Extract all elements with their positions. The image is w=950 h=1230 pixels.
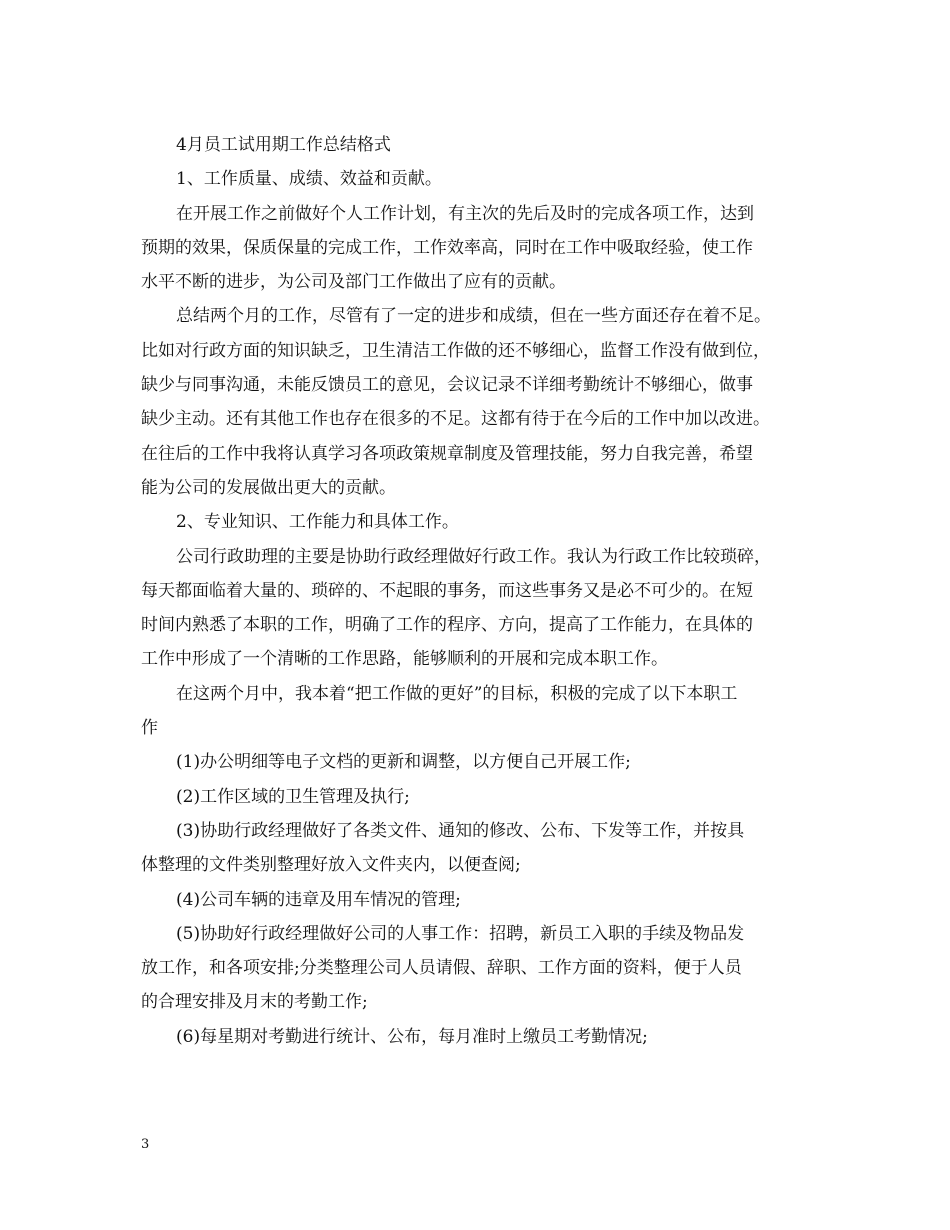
document-title: 4月员工试用期工作总结格式 xyxy=(176,135,391,155)
paragraph-line: 能为公司的发展做出更大的贡献。 xyxy=(141,477,396,498)
paragraph-line: 工作中形成了一个清晰的工作思路，能够顺利的开展和完成本职工作。 xyxy=(141,649,668,670)
list-item-5: (5)协助好行政经理做好公司的人事工作：招聘，新员工入职的手续及物品发 xyxy=(176,923,745,944)
list-item-2: (2)工作区域的卫生管理及执行; xyxy=(176,786,410,807)
paragraph-line: 在这两个月中，我本着“把工作做的更好”的目标，积极的完成了以下本职工 xyxy=(176,683,738,704)
section-heading-1: 1、工作质量、成绩、效益和贡献。 xyxy=(176,169,442,190)
paragraph-line: 作 xyxy=(141,718,158,739)
paragraph-line: 缺少主动。还有其他工作也存在很多的不足。这都有待于在今后的工作中加以改进。 xyxy=(141,409,770,430)
list-item-6: (6)每星期对考勤进行统计、公布，每月准时上缴员工考勤情况; xyxy=(176,1026,648,1047)
page-number: 3 xyxy=(141,1137,150,1152)
list-item-4: (4)公司车辆的违章及用车情况的管理; xyxy=(176,889,461,910)
paragraph-line: 时间内熟悉了本职的工作，明确了工作的程序、方向，提高了工作能力，在具体的 xyxy=(141,615,753,636)
list-item-5-continuation: 放工作，和各项安排;分类整理公司人员请假、辞职、工作方面的资料，便于人员 xyxy=(141,958,742,979)
paragraph-line: 在开展工作之前做好个人工作计划，有主次的先后及时的完成各项工作，达到 xyxy=(176,203,754,224)
document-body xyxy=(141,128,823,1054)
paragraph-line: 公司行政助理的主要是协助行政经理做好行政工作。我认为行政工作比较琐碎， xyxy=(176,546,771,567)
list-item-1: (1)办公明细等电子文档的更新和调整，以方便自己开展工作; xyxy=(176,752,631,773)
paragraph-line: 缺少与同事沟通，未能反馈员工的意见，会议记录不详细考勤统计不够细心，做事 xyxy=(141,375,753,396)
list-item-5-continuation: 的合理安排及月末的考勤工作; xyxy=(141,992,368,1013)
paragraph-line: 水平不断的进步，为公司及部门工作做出了应有的贡献。 xyxy=(141,272,566,293)
paragraph-line: 预期的效果，保质保量的完成工作，工作效率高，同时在工作中吸取经验，使工作 xyxy=(141,237,753,258)
paragraph-line: 总结两个月的工作，尽管有了一定的进步和成绩，但在一些方面还存在着不足。 xyxy=(176,306,771,327)
list-item-3: (3)协助行政经理做好了各类文件、通知的修改、公布、下发等工作，并按具 xyxy=(176,820,745,841)
list-item-3-continuation: 体整理的文件类别整理好放入文件夹内，以便查阅; xyxy=(141,855,521,876)
section-heading-2: 2、专业知识、工作能力和具体工作。 xyxy=(176,512,459,533)
paragraph-line: 在往后的工作中我将认真学习各项政策规章制度及管理技能，努力自我完善，希望 xyxy=(141,443,753,464)
paragraph-line: 每天都面临着大量的、琐碎的、不起眼的事务，而这些事务又是必不可少的。在短 xyxy=(141,580,753,601)
paragraph-line: 比如对行政方面的知识缺乏，卫生清洁工作做的还不够细心，监督工作没有做到位， xyxy=(141,340,770,361)
